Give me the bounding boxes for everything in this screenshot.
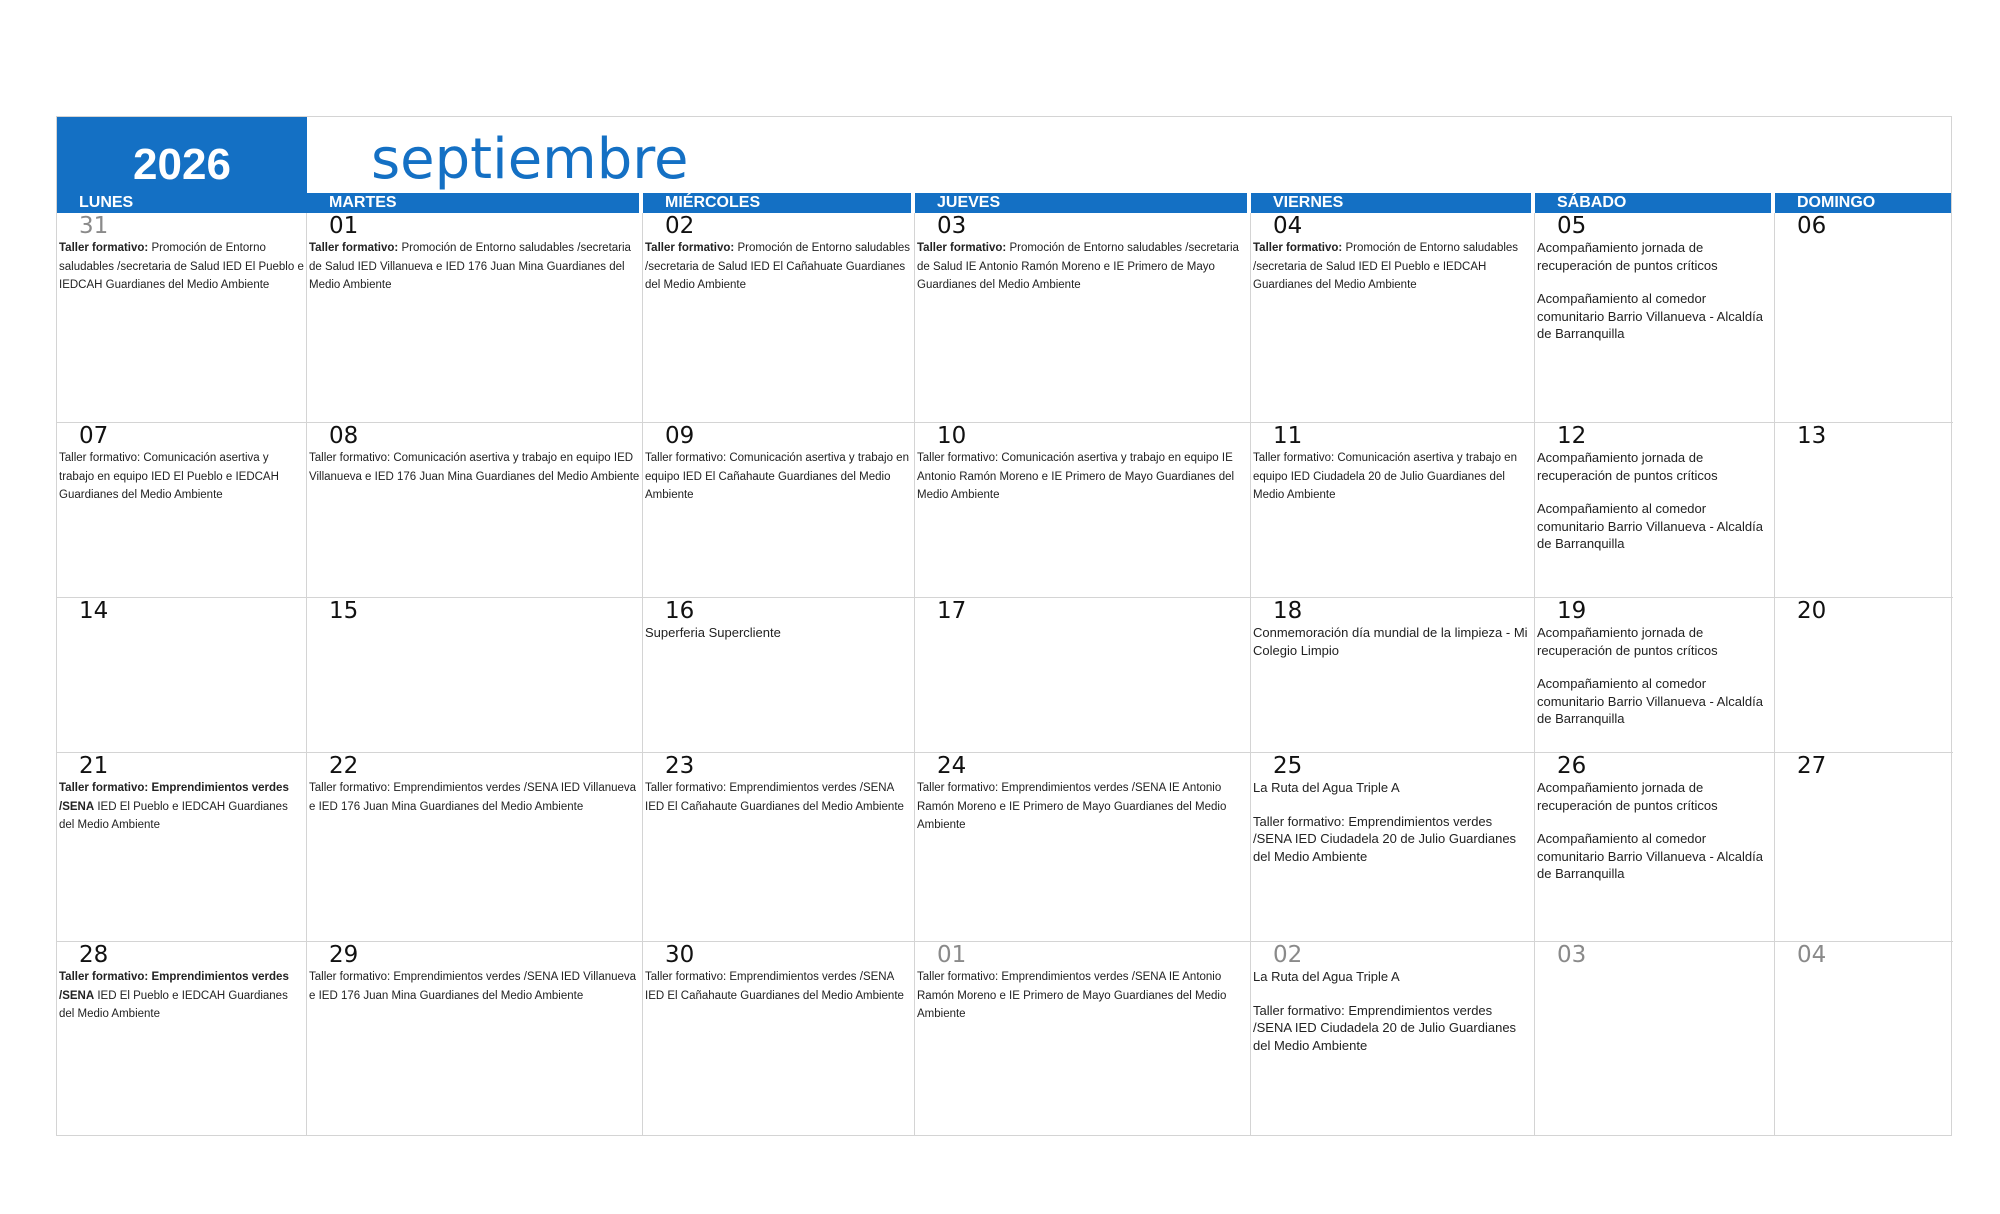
day-number: 22 (329, 753, 359, 779)
event-text: Taller formativo: Promoción de Entorno saludables /secretaria de Salud IED El Pueblo e IEDCAH Guardianes del Medio Ambiente (1253, 242, 1519, 291)
day-number: 30 (665, 942, 695, 968)
day-cell[interactable] (307, 598, 643, 753)
day-cell[interactable] (643, 942, 915, 1135)
day-number: 20 (1797, 598, 1827, 624)
weekday-domingo: DOMINGO (1775, 193, 1951, 213)
day-cell[interactable] (1251, 942, 1535, 1135)
day-cell[interactable] (1775, 598, 1953, 753)
day-cell[interactable] (1775, 942, 1953, 1135)
day-number: 27 (1797, 753, 1827, 779)
day-events (1535, 239, 1774, 343)
day-cell[interactable] (915, 942, 1251, 1135)
day-cell[interactable] (643, 213, 915, 423)
day-cell[interactable] (1775, 213, 1953, 423)
day-cell[interactable] (1775, 753, 1953, 942)
event-text: La Ruta del Agua Triple A (1253, 780, 1400, 795)
day-cell[interactable] (915, 423, 1251, 598)
event-text: Taller formativo: Comunicación asertiva y trabajo en equipo IED El Pueblo e IEDCAH Guardianes del Medio Ambiente (59, 452, 279, 501)
event-text: Acompañamiento al comedor comunitario Barrio Villanueva - Alcaldía de Barranquilla (1537, 291, 1763, 341)
day-number: 18 (1273, 598, 1303, 624)
day-cell[interactable] (57, 423, 307, 598)
day-cell[interactable] (307, 423, 643, 598)
day-number: 28 (79, 942, 109, 968)
event-text: Taller formativo: Emprendimientos verdes /SENA IED Villanueva e IED 176 Juan Mina Guardianes del Medio Ambiente (309, 971, 637, 1002)
day-cell[interactable] (1251, 753, 1535, 942)
day-number: 02 (665, 213, 695, 239)
day-cell[interactable] (307, 753, 643, 942)
event-text: Superferia Supercliente (645, 625, 781, 640)
event-text: Acompañamiento jornada de recuperación de puntos críticos (1537, 625, 1718, 658)
day-cell[interactable] (1251, 423, 1535, 598)
event-text: Acompañamiento jornada de recuperación de puntos críticos (1537, 240, 1718, 273)
event-text: Taller formativo: Emprendimientos verdes /SENA IED Ciudadela 20 de Julio Guardianes del Medio Ambiente (1253, 813, 1517, 864)
event-text: Taller formativo: Comunicación asertiva y trabajo en equipo IED Ciudadela 20 de Julio Guardianes del Medio Ambiente (1253, 452, 1517, 501)
day-number: 24 (937, 753, 967, 779)
event-lead: Taller formativo: Emprendimientos verdes /SENA (59, 971, 289, 1002)
day-number: 04 (1797, 942, 1827, 968)
day-events (1535, 624, 1774, 728)
event-lead: Taller formativo: (645, 242, 735, 254)
day-events (1251, 624, 1534, 659)
day-cell[interactable] (57, 942, 307, 1135)
day-events (57, 239, 306, 295)
day-events (915, 239, 1250, 295)
day-cell[interactable] (915, 598, 1251, 753)
day-events (1535, 779, 1774, 883)
weekday-lunes: LUNES (57, 193, 303, 213)
event-text: Taller formativo: Emprendimientos verdes /SENA IED El Pueblo e IEDCAH Guardianes del Medio Ambiente (59, 971, 289, 1020)
event-lead: Taller formativo: (1253, 242, 1343, 254)
day-number: 13 (1797, 423, 1827, 449)
day-cell[interactable] (1535, 213, 1775, 423)
day-events (915, 779, 1250, 835)
day-number: 08 (329, 423, 359, 449)
day-events (1251, 449, 1534, 505)
day-number: 06 (1797, 213, 1827, 239)
day-number: 25 (1273, 753, 1303, 779)
event-lead: Taller formativo: (917, 242, 1007, 254)
weekday-jueves: JUEVES (915, 193, 1247, 213)
day-number: 15 (329, 598, 359, 624)
day-number: 21 (79, 753, 109, 779)
day-number: 01 (329, 213, 359, 239)
day-number: 02 (1273, 942, 1303, 968)
day-events (643, 624, 914, 642)
day-cell[interactable] (643, 753, 915, 942)
event-text: Taller formativo: Promoción de Entorno saludables /secretaria de Salud IE Antonio Ramón Moreno e IE Primero de Mayo Guardianes del Medio Ambiente (917, 242, 1239, 291)
day-number: 29 (329, 942, 359, 968)
day-cell[interactable] (1535, 942, 1775, 1135)
event-text: Taller formativo: Promoción de Entorno saludables /secretaria de Salud IED El Cañahuate Guardianes del Medio Ambiente (645, 242, 911, 291)
day-events (1535, 449, 1774, 553)
day-cell[interactable] (307, 213, 643, 423)
day-events (307, 779, 642, 816)
day-events (1251, 239, 1534, 295)
event-text: Taller formativo: Comunicación asertiva y trabajo en equipo IE Antonio Ramón Moreno e IE Primero de Mayo Guardianes del Medio Ambiente (917, 452, 1235, 501)
day-number: 31 (79, 213, 109, 239)
day-events (643, 968, 914, 1005)
weekday-sabado: SÁBADO (1535, 193, 1771, 213)
day-number: 05 (1557, 213, 1587, 239)
event-text: Taller formativo: Emprendimientos verdes /SENA IED El Cañahaute Guardianes del Medio Ambiente (645, 782, 904, 813)
event-text: Taller formativo: Comunicación asertiva y trabajo en equipo IED El Cañahaute Guardianes del Medio Ambiente (645, 452, 909, 501)
day-number: 14 (79, 598, 109, 624)
calendar (56, 116, 1952, 1136)
day-events (307, 968, 642, 1005)
event-text: Taller formativo: Emprendimientos verdes /SENA IED Ciudadela 20 de Julio Guardianes del Medio Ambiente (1253, 1002, 1517, 1053)
day-events (57, 449, 306, 505)
day-events (307, 449, 642, 486)
event-text: Taller formativo: Emprendimientos verdes /SENA IE Antonio Ramón Moreno e IE Primero de Mayo Guardianes del Medio Ambiente (917, 971, 1227, 1020)
day-cell[interactable] (1775, 423, 1953, 598)
event-text: Acompañamiento al comedor comunitario Barrio Villanueva - Alcaldía de Barranquilla (1537, 501, 1763, 551)
weekday-viernes: VIERNES (1251, 193, 1531, 213)
day-number: 23 (665, 753, 695, 779)
day-cell[interactable] (57, 753, 307, 942)
day-number: 04 (1273, 213, 1303, 239)
day-events (57, 779, 306, 835)
day-number: 16 (665, 598, 695, 624)
event-text: Taller formativo: Comunicación asertiva y trabajo en equipo IED Villanueva e IED 176 Juan Mina Guardianes del Medio Ambiente (309, 452, 640, 483)
month-title: septiembre (371, 127, 689, 192)
day-cell[interactable] (57, 213, 307, 423)
event-text: Acompañamiento al comedor comunitario Barrio Villanueva - Alcaldía de Barranquilla (1537, 676, 1763, 726)
day-number: 07 (79, 423, 109, 449)
day-number: 01 (937, 942, 967, 968)
event-text: Taller formativo: Emprendimientos verdes /SENA IED El Cañahaute Guardianes del Medio Ambiente (645, 971, 904, 1002)
event-lead: Taller formativo: Emprendimientos verdes /SENA (59, 782, 289, 813)
day-number: 10 (937, 423, 967, 449)
day-cell[interactable] (307, 942, 643, 1135)
day-events (643, 779, 914, 816)
weekday-martes: MARTES (307, 193, 639, 213)
day-number: 03 (1557, 942, 1587, 968)
day-number: 03 (937, 213, 967, 239)
day-events (307, 239, 642, 295)
day-cell[interactable] (57, 598, 307, 753)
event-text: Taller formativo: Promoción de Entorno saludables /secretaria de Salud IED Villanueva e IED 176 Juan Mina Guardianes del Medio Ambiente (309, 242, 631, 291)
event-text: Conmemoración día mundial de la limpieza - Mi Colegio Limpio (1253, 625, 1528, 658)
day-events (57, 968, 306, 1024)
day-cell[interactable] (915, 213, 1251, 423)
event-text: La Ruta del Agua Triple A (1253, 969, 1400, 984)
day-number: 19 (1557, 598, 1587, 624)
weekday-miercoles: MIÉRCOLES (643, 193, 911, 213)
day-number: 12 (1557, 423, 1587, 449)
day-events (643, 449, 914, 505)
event-text: Taller formativo: Promoción de Entorno saludables /secretaria de Salud IED El Pueblo e IEDCAH Guardianes del Medio Ambiente (59, 242, 304, 291)
day-cell[interactable] (1251, 598, 1535, 753)
day-events (1251, 779, 1534, 865)
weekday-header-row (57, 193, 1951, 213)
day-cell[interactable] (1535, 598, 1775, 753)
day-number: 09 (665, 423, 695, 449)
day-number: 17 (937, 598, 967, 624)
event-text: Acompañamiento al comedor comunitario Barrio Villanueva - Alcaldía de Barranquilla (1537, 831, 1763, 881)
day-cell[interactable] (1535, 753, 1775, 942)
day-events (915, 449, 1250, 505)
event-text: Taller formativo: Emprendimientos verdes /SENA IE Antonio Ramón Moreno e IE Primero de Mayo Guardianes del Medio Ambiente (917, 782, 1227, 831)
day-events (915, 968, 1250, 1024)
day-number: 26 (1557, 753, 1587, 779)
event-lead: Taller formativo: (59, 242, 149, 254)
event-text: Acompañamiento jornada de recuperación de puntos críticos (1537, 450, 1718, 483)
day-cell[interactable] (915, 753, 1251, 942)
event-text: Taller formativo: Emprendimientos verdes /SENA IED El Pueblo e IEDCAH Guardianes del Medio Ambiente (59, 782, 289, 831)
day-events (1251, 968, 1534, 1054)
event-text: Acompañamiento jornada de recuperación de puntos críticos (1537, 780, 1718, 813)
day-cell[interactable] (643, 598, 915, 753)
day-events (643, 239, 914, 295)
day-cell[interactable] (1535, 423, 1775, 598)
event-lead: Taller formativo: (309, 242, 399, 254)
day-cell[interactable] (643, 423, 915, 598)
year-label: 2026 (57, 117, 307, 213)
event-text: Taller formativo: Emprendimientos verdes /SENA IED Villanueva e IED 176 Juan Mina Guardianes del Medio Ambiente (309, 782, 637, 813)
day-number: 11 (1273, 423, 1303, 449)
day-cell[interactable] (1251, 213, 1535, 423)
